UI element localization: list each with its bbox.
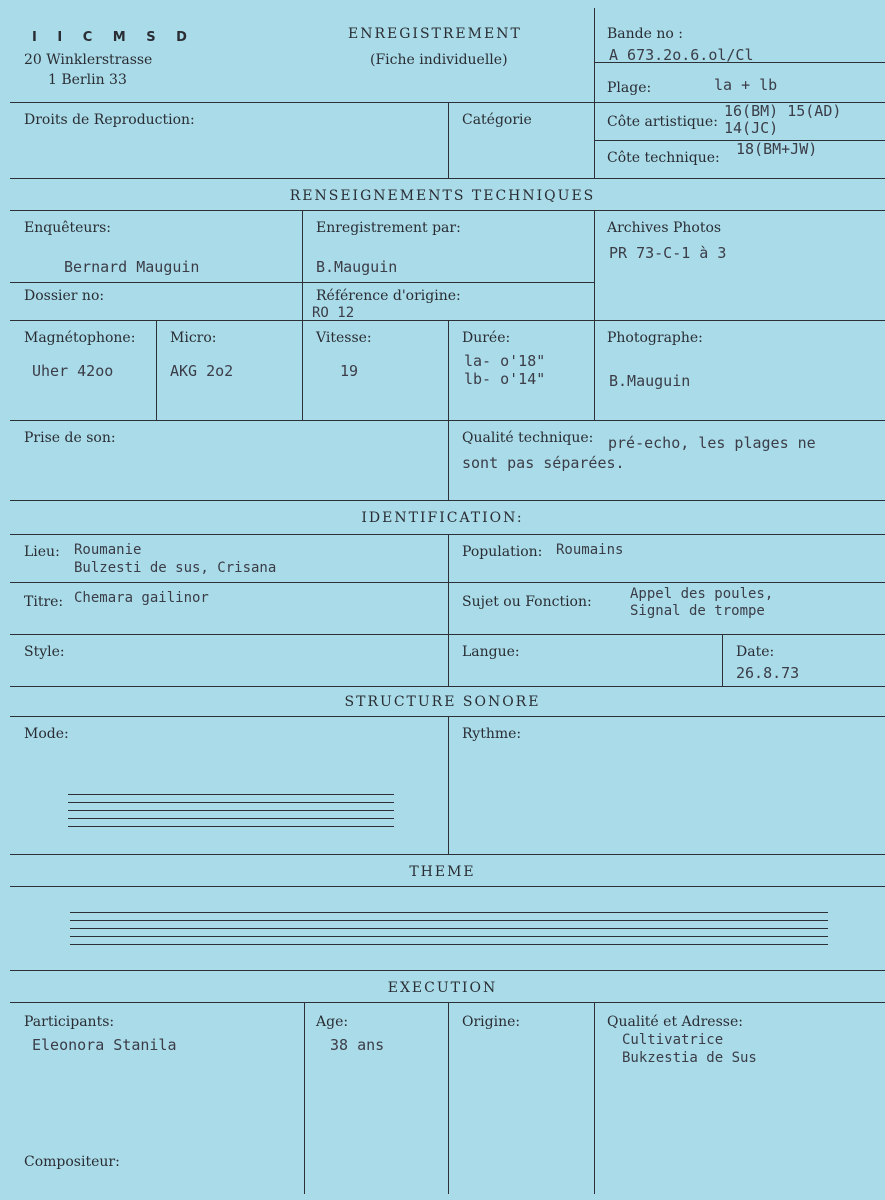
population-value: Roumains — [556, 542, 624, 558]
rule — [156, 320, 157, 420]
rule — [594, 1002, 595, 1194]
enqueteurs-label: Enquêteurs: — [24, 220, 112, 236]
section-identification: IDENTIFICATION: — [361, 510, 524, 526]
age-value: 38 ans — [330, 1036, 385, 1054]
staff-line — [68, 810, 394, 811]
staff-line — [70, 944, 828, 945]
rule — [10, 854, 885, 855]
sujet-value-2: Signal de trompe — [630, 603, 765, 619]
bande-label: Bande no : — [607, 26, 683, 42]
prise-de-son-label: Prise de son: — [24, 430, 116, 446]
plage-value: la + lb — [714, 76, 778, 94]
cote-artistique-value-2: 14(JC) — [724, 119, 779, 137]
rule — [448, 716, 449, 854]
lieu-value-1: Roumanie — [74, 542, 142, 558]
rule — [10, 686, 885, 687]
lieu-label: Lieu: — [24, 544, 60, 560]
rule — [448, 1002, 449, 1194]
cote-technique-label: Côte technique: — [607, 150, 720, 166]
dossier-label: Dossier no: — [24, 288, 105, 304]
origine-label: Origine: — [462, 1014, 521, 1030]
magnetophone-label: Magnétophone: — [24, 330, 136, 346]
reference-value: RO 12 — [312, 305, 355, 321]
archives-value: PR 73-C-1 à 3 — [609, 244, 727, 262]
staff-line — [70, 936, 828, 937]
org-address-city: 1 Berlin 33 — [48, 72, 127, 88]
rule — [594, 102, 595, 178]
date-label: Date: — [736, 644, 775, 660]
titre-value: Chemara gailinor — [74, 590, 209, 606]
sujet-label: Sujet ou Fonction: — [462, 594, 592, 610]
bande-value: A 673.2o.6.ol/Cl — [609, 46, 754, 64]
rule — [302, 210, 303, 420]
rule — [10, 970, 885, 971]
micro-label: Micro: — [170, 330, 217, 346]
staff-line — [70, 912, 828, 913]
form-title: ENREGISTREMENT — [348, 26, 522, 42]
rule — [594, 8, 595, 102]
titre-label: Titre: — [24, 594, 64, 610]
mode-label: Mode: — [24, 726, 69, 742]
vitesse-label: Vitesse: — [316, 330, 372, 346]
micro-value: AKG 2o2 — [170, 362, 234, 380]
rule — [448, 102, 449, 178]
photographe-value: B.Mauguin — [609, 372, 691, 390]
categorie-label: Catégorie — [462, 112, 532, 128]
langue-label: Langue: — [462, 644, 520, 660]
staff-line — [68, 794, 394, 795]
qualite-technique-label: Qualité technique: — [462, 430, 594, 446]
rule — [448, 320, 449, 420]
qualite-adresse-label: Qualité et Adresse: — [607, 1014, 743, 1030]
staff-line — [70, 928, 828, 929]
rule — [10, 178, 885, 179]
section-theme: THEME — [409, 864, 476, 880]
enregistrement-par-label: Enregistrement par: — [316, 220, 461, 236]
droits-label: Droits de Reproduction: — [24, 112, 195, 128]
qualite-adresse-value-1: Cultivatrice — [622, 1032, 724, 1048]
enqueteurs-value: Bernard Mauguin — [64, 258, 200, 276]
staff-line — [68, 802, 394, 803]
rule — [448, 534, 449, 686]
rule — [304, 1002, 305, 1194]
rule — [722, 634, 723, 686]
reference-label: Référence d'origine: — [316, 288, 461, 304]
photographe-label: Photographe: — [607, 330, 703, 346]
org-name: I I C M S D — [32, 30, 195, 45]
staff-line — [70, 920, 828, 921]
rule — [448, 420, 449, 500]
duree-value-2: lb- o'14" — [464, 370, 546, 388]
rule — [10, 500, 885, 501]
qualite-technique-value-2: sont pas séparées. — [462, 454, 625, 472]
cote-technique-value: 18(BM+JW) — [736, 140, 818, 158]
compositeur-label: Compositeur: — [24, 1154, 120, 1170]
qualite-technique-value-1: pré-echo, les plages ne — [608, 434, 816, 452]
rythme-label: Rythme: — [462, 726, 522, 742]
plage-label: Plage: — [607, 80, 652, 96]
staff-line — [68, 818, 394, 819]
age-label: Age: — [316, 1014, 349, 1030]
archives-label: Archives Photos — [607, 220, 722, 236]
lieu-value-2: Bulzesti de sus, Crisana — [74, 560, 277, 576]
duree-label: Durée: — [462, 330, 511, 346]
rule — [10, 886, 885, 887]
cote-artistique-label: Côte artistique: — [607, 114, 718, 130]
participants-value: Eleonora Stanila — [32, 1036, 177, 1054]
org-address-street: 20 Winklerstrasse — [24, 52, 153, 68]
rule — [10, 210, 885, 211]
magnetophone-value: Uher 42oo — [32, 362, 114, 380]
vitesse-value: 19 — [340, 362, 359, 380]
date-value: 26.8.73 — [736, 664, 800, 682]
participants-label: Participants: — [24, 1014, 115, 1030]
staff-line — [68, 826, 394, 827]
section-technical: RENSEIGNEMENTS TECHNIQUES — [289, 188, 596, 204]
duree-value-1: la- o'18" — [464, 352, 546, 370]
cote-artistique-value-1: 16(BM) 15(AD) — [724, 102, 842, 120]
section-structure: STRUCTURE SONORE — [344, 694, 541, 710]
population-label: Population: — [462, 544, 543, 560]
section-execution: EXECUTION — [387, 980, 498, 996]
form-subtitle: (Fiche individuelle) — [370, 52, 508, 68]
enregistrement-par-value: B.Mauguin — [316, 258, 398, 276]
rule — [594, 210, 595, 420]
style-label: Style: — [24, 644, 65, 660]
qualite-adresse-value-2: Bukzestia de Sus — [622, 1050, 757, 1066]
sujet-value-1: Appel des poules, — [630, 586, 774, 602]
